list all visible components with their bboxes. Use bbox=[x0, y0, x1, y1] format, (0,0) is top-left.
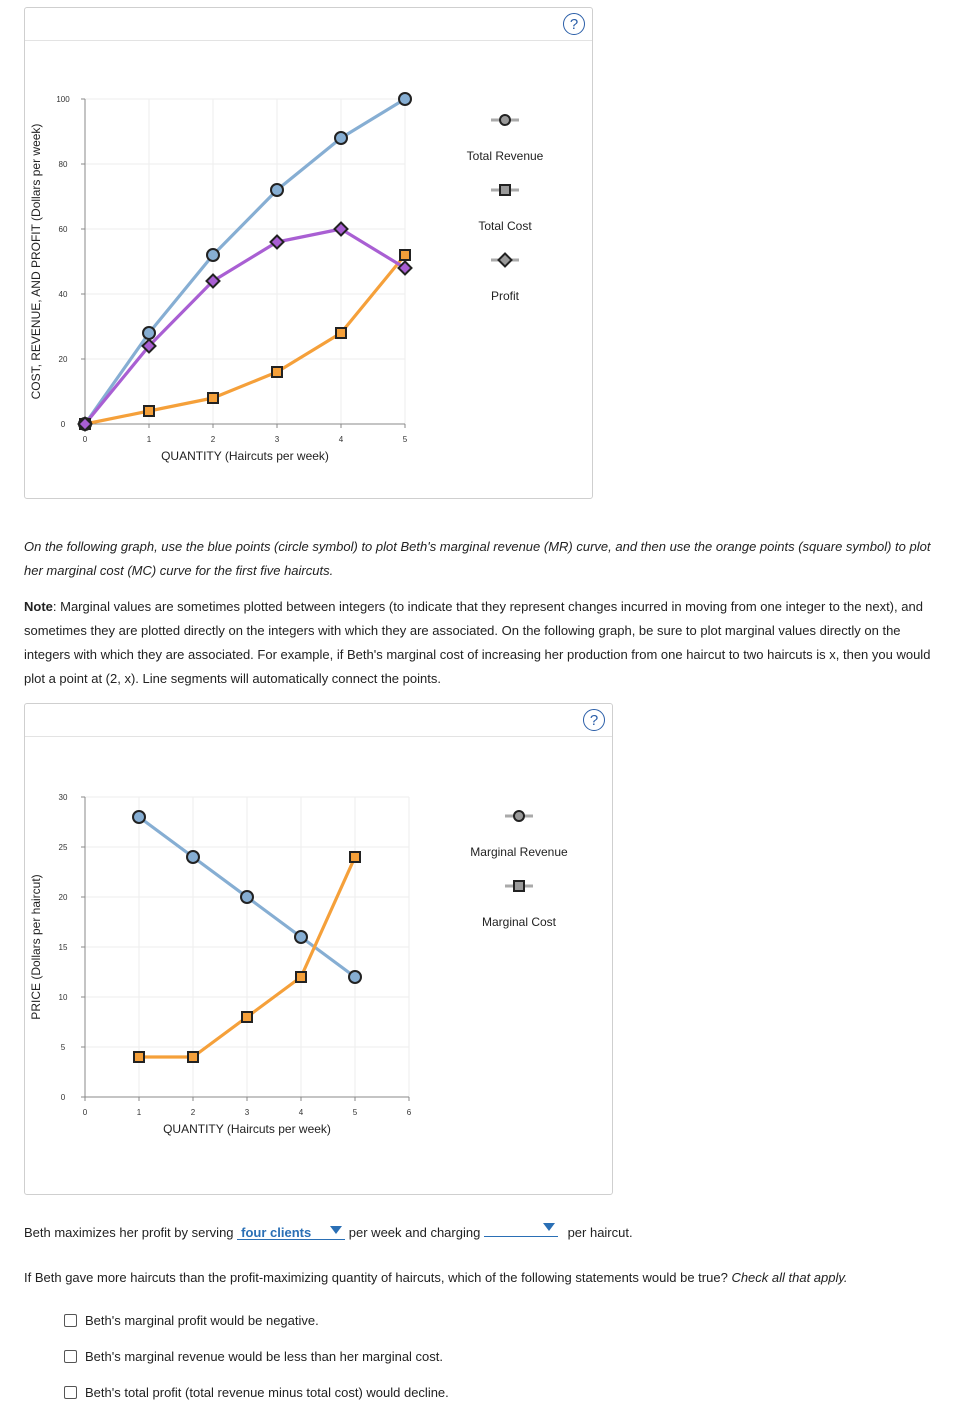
legend-marginal-revenue-icon[interactable] bbox=[514, 811, 524, 821]
marginal-chart-svg[interactable] bbox=[25, 704, 612, 1194]
y-tick-label: 40 bbox=[58, 290, 68, 299]
x-axis-title: QUANTITY (Haircuts per week) bbox=[163, 1122, 331, 1136]
x-tick-label: 4 bbox=[338, 435, 344, 444]
marginal-revenue-point[interactable] bbox=[241, 891, 253, 903]
instructions-note: Note: Marginal values are sometimes plotted between integers (to indicate that they represent changes incurred in moving from one integer to the next), and sometimes they are plotted directly on the integers with which they are associated. On the following graph, be sure to plot marginal values directly on the integers with which they are associated. For example, if Beth's marginal cost of increasing her production from one haircut to two haircuts is x, then you would plot a point at (2, x). Line segments will automatically connect the points. bbox=[24, 599, 931, 686]
marginal-cost-point[interactable] bbox=[350, 852, 360, 862]
x-tick-label: 5 bbox=[352, 1108, 358, 1117]
legend-profit-icon[interactable] bbox=[499, 254, 512, 267]
chevron-down-icon bbox=[330, 1226, 342, 1234]
chart-panel-marginal bbox=[24, 703, 613, 1195]
y-tick-label: 5 bbox=[60, 1043, 66, 1052]
x-tick-label: 1 bbox=[146, 435, 152, 444]
y-tick-label: 100 bbox=[56, 95, 70, 104]
question-profit-max: Beth maximizes her profit by serving four clients per week and charging per haircut. bbox=[24, 1218, 944, 1245]
series-line-profit bbox=[85, 229, 405, 424]
x-tick-label: 3 bbox=[244, 1108, 250, 1117]
help-icon[interactable]: ? bbox=[563, 13, 585, 35]
y-tick-label: 20 bbox=[58, 355, 68, 364]
x-tick-label: 2 bbox=[190, 1108, 196, 1117]
price-dropdown[interactable] bbox=[484, 1218, 558, 1237]
total-revenue-point bbox=[271, 184, 283, 196]
x-tick-label: 5 bbox=[402, 435, 408, 444]
y-tick-label: 80 bbox=[58, 160, 68, 169]
total-chart-svg bbox=[25, 8, 592, 498]
checkbox[interactable] bbox=[64, 1314, 77, 1327]
chart-panel-total bbox=[24, 7, 593, 499]
checkbox[interactable] bbox=[64, 1386, 77, 1399]
x-axis-title: QUANTITY (Haircuts per week) bbox=[161, 449, 329, 463]
y-tick-label: 0 bbox=[60, 1093, 66, 1102]
x-tick-label: 1 bbox=[136, 1108, 142, 1117]
x-tick-label: 3 bbox=[274, 435, 280, 444]
y-tick-label: 30 bbox=[58, 793, 68, 802]
y-tick-label: 20 bbox=[58, 893, 68, 902]
marginal-cost-point[interactable] bbox=[134, 1052, 144, 1062]
total-cost-point bbox=[336, 328, 346, 338]
instructions-main: On the following graph, use the blue points (circle symbol) to plot Beth's marginal revenue (MR) curve, and then use the orange points (square symbol) to plot her marginal cost (MC) curve for the first five haircuts. bbox=[24, 539, 931, 578]
help-icon[interactable]: ? bbox=[583, 709, 605, 731]
chevron-down-icon bbox=[543, 1223, 555, 1231]
total-revenue-point bbox=[207, 249, 219, 261]
y-tick-label: 60 bbox=[58, 225, 68, 234]
legend-total-revenue-icon[interactable] bbox=[500, 115, 510, 125]
y-tick-label: 10 bbox=[58, 993, 68, 1002]
x-tick-label: 0 bbox=[82, 1108, 88, 1117]
total-cost-point bbox=[272, 367, 282, 377]
clients-dropdown[interactable]: four clients bbox=[237, 1221, 345, 1240]
total-revenue-point bbox=[399, 93, 411, 105]
y-axis-title: PRICE (Dollars per haircut) bbox=[29, 874, 43, 1020]
legend-marginal-cost-icon[interactable] bbox=[514, 881, 524, 891]
x-tick-label: 4 bbox=[298, 1108, 304, 1117]
legend-total-revenue-label: Total Revenue bbox=[466, 149, 544, 163]
marginal-cost-point[interactable] bbox=[188, 1052, 198, 1062]
option-2[interactable]: Beth's marginal revenue would be less than her marginal cost. bbox=[64, 1349, 443, 1365]
legend-total-cost-label: Total Cost bbox=[478, 219, 532, 233]
marginal-revenue-point[interactable] bbox=[295, 931, 307, 943]
y-axis-title: COST, REVENUE, AND PROFIT (Dollars per week) bbox=[29, 123, 43, 400]
marginal-revenue-point[interactable] bbox=[133, 811, 145, 823]
legend-total-cost-icon[interactable] bbox=[500, 185, 510, 195]
option-3[interactable]: Beth's total profit (total revenue minus total cost) would decline. bbox=[64, 1385, 449, 1401]
y-tick-label: 15 bbox=[58, 943, 68, 952]
checkbox[interactable] bbox=[64, 1350, 77, 1363]
total-cost-point bbox=[208, 393, 218, 403]
y-tick-label: 0 bbox=[60, 420, 66, 429]
legend-marginal-cost-label: Marginal Cost bbox=[481, 915, 557, 929]
marginal-revenue-point[interactable] bbox=[187, 851, 199, 863]
option-1[interactable]: Beth's marginal profit would be negative. bbox=[64, 1313, 319, 1329]
total-cost-point bbox=[400, 250, 410, 260]
total-revenue-point bbox=[143, 327, 155, 339]
marginal-cost-point[interactable] bbox=[296, 972, 306, 982]
series-line-total-cost bbox=[85, 255, 405, 424]
marginal-revenue-point[interactable] bbox=[349, 971, 361, 983]
legend-marginal-revenue-label: Marginal Revenue bbox=[470, 845, 568, 859]
x-tick-label: 6 bbox=[406, 1108, 412, 1117]
question-more-haircuts: If Beth gave more haircuts than the profit-maximizing quantity of haircuts, which of the following statements would be true? Check all that apply. bbox=[24, 1270, 848, 1285]
x-tick-label: 2 bbox=[210, 435, 216, 444]
marginal-cost-point[interactable] bbox=[242, 1012, 252, 1022]
y-tick-label: 25 bbox=[58, 843, 68, 852]
total-revenue-point bbox=[335, 132, 347, 144]
x-tick-label: 0 bbox=[82, 435, 88, 444]
total-cost-point bbox=[144, 406, 154, 416]
legend-profit-label: Profit bbox=[490, 289, 520, 303]
